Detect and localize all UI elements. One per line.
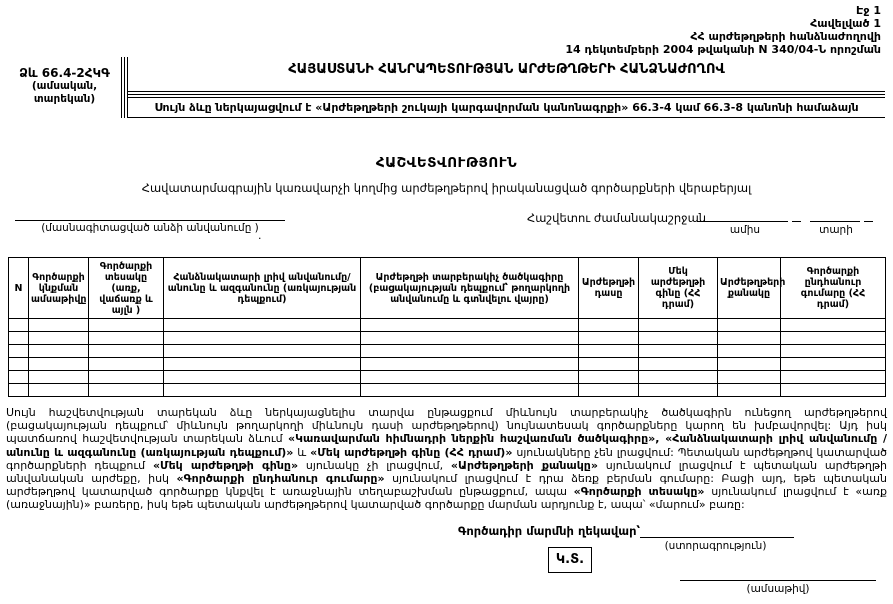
table-cell-blank bbox=[781, 371, 886, 384]
notes-bold-segment: «Գործարքի ընդհանուր գումարը» bbox=[176, 472, 385, 486]
table-cell-blank bbox=[164, 345, 361, 358]
table-cell-blank bbox=[89, 384, 164, 397]
header-right-area bbox=[128, 57, 885, 118]
table-cell-blank bbox=[9, 332, 29, 345]
table-row bbox=[9, 319, 886, 332]
month-caption: ամիս bbox=[729, 224, 761, 236]
annex-line-3: 14 դեկտեմբերի 2004 թվականի N 340/04-Ն որոշման bbox=[565, 43, 881, 56]
table-cell-blank bbox=[89, 358, 164, 371]
table-cell-blank bbox=[89, 319, 164, 332]
month-blank-line bbox=[697, 211, 788, 222]
table-cell-blank bbox=[718, 345, 781, 358]
table-row bbox=[9, 345, 886, 358]
signature-blank-line bbox=[640, 525, 794, 538]
table-cell-blank bbox=[164, 319, 361, 332]
table-cell-blank bbox=[29, 358, 89, 371]
notes-segment: սյունակում լրացվում է դրա ձեռք բերման գումարը: Բացի այդ, եթե պետական արժեթղթով կատարված գործարքը կնքվել է առաջնային տեղաբաշխման ընթացքում, ապա bbox=[6, 472, 887, 499]
notes-bold-segment: «Արժեթղթերի քանակը» bbox=[450, 458, 598, 472]
table-row bbox=[9, 358, 886, 371]
notes-bold-segment: «Մեկ արժեթղթի գինը» bbox=[152, 458, 299, 472]
table-cell-blank bbox=[781, 345, 886, 358]
entity-name-caption: (մասնագիտացված անձի անվանումը ) bbox=[41, 222, 259, 234]
column-header: Գործարքի ընդհանուր գումարը (ՀՀ դրամ) bbox=[781, 258, 886, 319]
column-header: Գործարքի տեսակը (առք, վաճառք և այլն ) bbox=[89, 258, 164, 319]
column-header: Մեկ արժեթղթի գինը (ՀՀ դրամ) bbox=[639, 258, 718, 319]
page-number: Էջ 1 bbox=[856, 4, 881, 17]
table-cell-blank bbox=[29, 345, 89, 358]
table-cell-blank bbox=[361, 332, 579, 345]
table-cell-blank bbox=[639, 332, 718, 345]
table-cell-blank bbox=[718, 358, 781, 371]
table-cell-blank bbox=[29, 319, 89, 332]
column-header: N bbox=[9, 258, 29, 319]
notes-bold-segment: «Գործարքի տեսակը» bbox=[573, 485, 705, 499]
annex-line-1: Հավելված 1 bbox=[810, 17, 881, 30]
executive-head-label: Գործադիր մարմնի ղեկավար՝ bbox=[458, 524, 641, 538]
table-cell-blank bbox=[164, 384, 361, 397]
date-caption: (ամսաթիվ) bbox=[746, 583, 810, 595]
column-header: Արժեթղթի տարբերակիչ ծածկագիրը (բացակայության դեպքում՝ թողարկողի անվանումը և գտնվելու վայրը) bbox=[361, 258, 579, 319]
transactions-table bbox=[8, 257, 886, 397]
signature-caption: (ստորագրություն) bbox=[664, 540, 767, 552]
table-cell-blank bbox=[164, 371, 361, 384]
table-cell-blank bbox=[579, 319, 639, 332]
report-title: ՀԱՇՎԵՏՎՈՒԹՅՈՒՆ bbox=[375, 155, 518, 171]
table-cell-blank bbox=[718, 319, 781, 332]
month-blank-dash bbox=[792, 211, 801, 222]
form-code-box bbox=[8, 57, 121, 118]
table-cell-blank bbox=[89, 332, 164, 345]
table-cell-blank bbox=[9, 319, 29, 332]
form-code: Ձև 66.4-2ՀԿԳ bbox=[19, 66, 110, 80]
table-cell-blank bbox=[718, 332, 781, 345]
table-cell-blank bbox=[639, 371, 718, 384]
stray-period: . bbox=[258, 229, 262, 242]
table-cell-blank bbox=[29, 371, 89, 384]
table-cell-blank bbox=[781, 332, 886, 345]
notes-segment: սյունակները չեն լրացվում: Պետական արժեթղթով կատարված գործարքների դեպքում bbox=[6, 445, 888, 472]
date-blank-line bbox=[680, 568, 876, 581]
form-periodicity: (ամսական, տարեկան) bbox=[31, 80, 98, 105]
table-cell-blank bbox=[361, 358, 579, 371]
transactions-table-header-row bbox=[9, 258, 886, 319]
table-cell-blank bbox=[579, 358, 639, 371]
table-cell-blank bbox=[361, 384, 579, 397]
table-cell-blank bbox=[781, 319, 886, 332]
table-cell-blank bbox=[579, 384, 639, 397]
table-cell-blank bbox=[579, 345, 639, 358]
report-subtitle: Հավատարմագրային կառավարչի կողմից արժեթղթերով իրականացված գործարքների վերաբերյալ bbox=[141, 181, 752, 195]
table-cell-blank bbox=[89, 345, 164, 358]
notes-bold-segment: «Կառավարման հիմնադրի ներքին հաշվառման ծածկագիրը», «Հանձնակատարի լրիվ անվանումը / անունը և ազգանունը (առկայության դեպքում)» bbox=[6, 432, 887, 459]
year-blank-line bbox=[810, 211, 860, 222]
notes-paragraph bbox=[6, 406, 887, 512]
notes-segment: սյունակում լրացվում է պետական արժեթղթի անվանական արժեքը, իսկ bbox=[6, 458, 887, 486]
entity-name-blank-line bbox=[15, 211, 285, 221]
notes-segment: և bbox=[293, 445, 311, 459]
table-cell-blank bbox=[579, 371, 639, 384]
table-cell-blank bbox=[89, 371, 164, 384]
year-blank-dash bbox=[864, 211, 873, 222]
table-cell-blank bbox=[781, 384, 886, 397]
table-cell-blank bbox=[579, 332, 639, 345]
table-cell-blank bbox=[781, 358, 886, 371]
form-header-band bbox=[8, 57, 885, 118]
notes-segment: Սույն հաշվետվության տարեկան ձևը ներկայացնելիս տարվա ընթացքում միևնույն տարբերակիչ ծածկագիրն ունեցող արժեթղթերով (բացակայության դեպքում՝ միևնույն թողարկողի միևնույն դասի արժեթղթերով) նույնատեսակ գործարքները կարող են խմբավորվել: Այդ իսկ պատճառով հաշվետվության տարեկան ձևում bbox=[6, 406, 887, 446]
seal-label: Կ.Տ. bbox=[555, 552, 585, 567]
table-cell-blank bbox=[361, 371, 579, 384]
annex-block bbox=[565, 4, 881, 56]
seal-box bbox=[548, 547, 592, 573]
column-header: Հանձնակատարի լրիվ անվանումը/ անունը և ազգանունը (առկայության դեպքում) bbox=[164, 258, 361, 319]
reporting-period-label: Հաշվետու ժամանակաշրջան bbox=[527, 211, 707, 225]
notes-segment: սյունակում լրացվում է «առք (առաջնային)» բառերը, իսկ եթե պետական արժեթղթերով կատարված գործարքը մարման արդյունք է, ապա՝ «մարում» բառը: bbox=[6, 485, 888, 512]
table-cell-blank bbox=[639, 319, 718, 332]
table-cell-blank bbox=[361, 345, 579, 358]
table-cell-blank bbox=[718, 384, 781, 397]
submission-note: Սույն ձևը ներկայացվում է «Արժեթղթերի շուկայի կարգավորման կանոնագրքի» 66.3-4 կամ 66.3-8 կանոնի համաձայն bbox=[154, 101, 859, 114]
column-header: Գործարքի կնքման ամսաթիվը bbox=[29, 258, 89, 319]
table-cell-blank bbox=[9, 384, 29, 397]
table-cell-blank bbox=[718, 371, 781, 384]
table-cell-blank bbox=[639, 384, 718, 397]
notes-bold-segment: «Մեկ արժեթղթի գինը (ՀՀ դրամ)» bbox=[310, 445, 513, 459]
table-row bbox=[9, 384, 886, 397]
column-header: Արժեթղթերի քանակը bbox=[718, 258, 781, 319]
signature-row bbox=[458, 524, 794, 538]
table-cell-blank bbox=[164, 358, 361, 371]
table-cell-blank bbox=[639, 345, 718, 358]
column-header: Արժեթղթի դասը bbox=[579, 258, 639, 319]
commission-title: ՀԱՅԱՍՏԱՆԻ ՀԱՆՐԱՊԵՏՈՒԹՅԱՆ ԱՐԺԵԹՂԹԵՐԻ ՀԱՆՁՆԱԺՈՂՈՎ bbox=[288, 62, 725, 77]
transactions-table-body bbox=[9, 319, 886, 397]
notes-segment: սյունակը չի լրացվում, bbox=[298, 458, 451, 472]
table-row bbox=[9, 332, 886, 345]
table-cell-blank bbox=[639, 358, 718, 371]
table-cell-blank bbox=[29, 332, 89, 345]
table-cell-blank bbox=[9, 358, 29, 371]
year-caption: տարի bbox=[819, 224, 853, 236]
table-cell-blank bbox=[164, 332, 361, 345]
table-row bbox=[9, 371, 886, 384]
table-cell-blank bbox=[29, 384, 89, 397]
table-cell-blank bbox=[361, 319, 579, 332]
table-cell-blank bbox=[9, 345, 29, 358]
triple-horizontal-rule bbox=[128, 91, 885, 98]
table-cell-blank bbox=[9, 371, 29, 384]
vertical-divider-rule bbox=[121, 57, 128, 118]
annex-line-2: ՀՀ արժեթղթերի հանձնաժողովի bbox=[690, 30, 881, 43]
